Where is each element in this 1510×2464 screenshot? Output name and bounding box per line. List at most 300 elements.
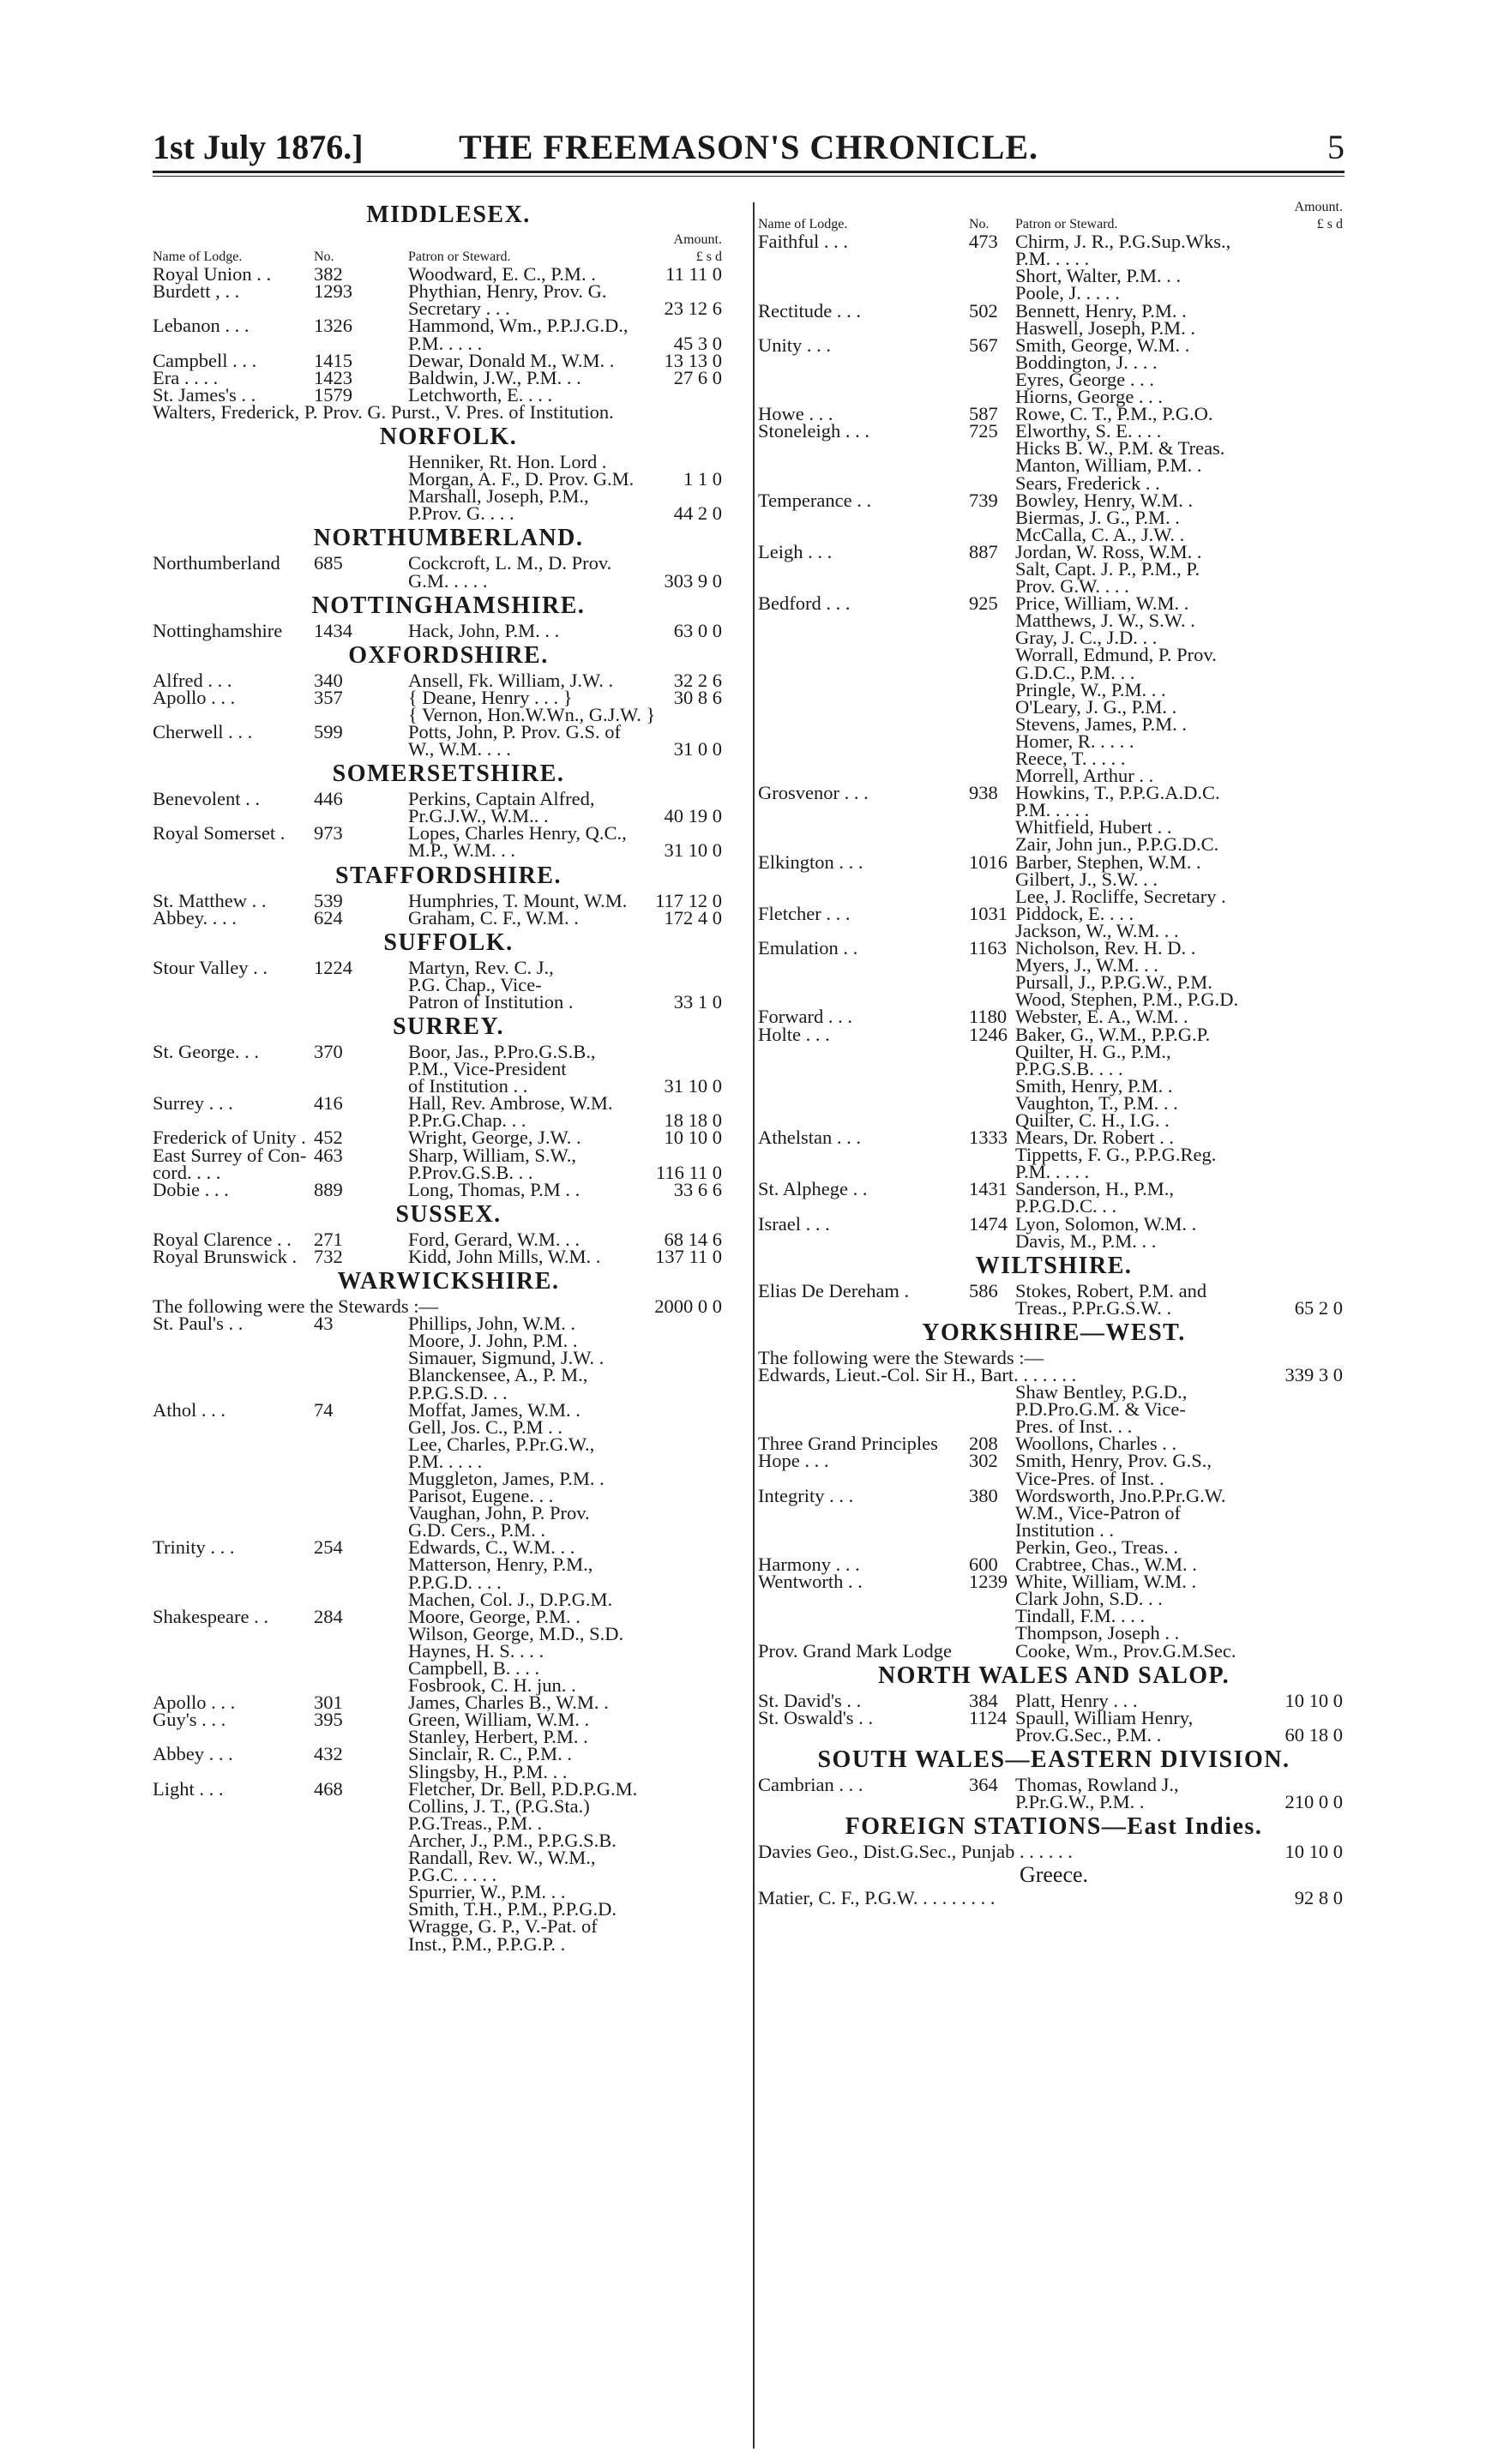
- steward-name: Myers, J., W.M. . .: [1015, 954, 1158, 977]
- steward-name: Perkin, Geo., Treas. .: [1015, 1535, 1178, 1558]
- lodge-name: St. Alphege . .: [758, 1178, 868, 1200]
- section-heading: NORTHUMBERLAND.: [313, 525, 584, 552]
- amount: 32 2 6: [673, 669, 722, 691]
- amount: 137 11 0: [655, 1245, 722, 1267]
- lodge-name: Shakespeare . .: [153, 1605, 268, 1627]
- lodge-number: 889: [314, 1178, 343, 1200]
- lodge-name: St. George. . .: [153, 1041, 259, 1062]
- lodge-number: 382: [314, 263, 343, 285]
- steward-name: Vice-Pres. of Inst. .: [1015, 1467, 1164, 1489]
- lodge-number: 1239: [969, 1571, 1008, 1593]
- entry-row: [758, 1296, 1350, 1319]
- lodge-name: Elias De Dereham .: [758, 1279, 910, 1301]
- left-column: [153, 199, 744, 1953]
- full-width-text: The following were the Stewards :—: [758, 1346, 1044, 1368]
- section-heading: SURREY.: [392, 1013, 505, 1040]
- steward-name: P.M., Vice-President: [408, 1058, 567, 1080]
- section-heading: SUFFOLK.: [383, 929, 514, 956]
- steward-name: Elworthy, S. E. . . .: [1015, 420, 1162, 442]
- steward-name: P.G.C. . . . .: [408, 1864, 497, 1886]
- entry-row: [153, 990, 744, 1013]
- steward-name: Stanley, Herbert, P.M. .: [408, 1726, 588, 1748]
- steward-name: Matterson, Henry, P.M.,: [408, 1554, 593, 1576]
- lodge-name: Cherwell . . .: [153, 720, 253, 742]
- steward-name: Reece, T. . . . .: [1015, 748, 1126, 769]
- lodge-name: Campbell . . .: [153, 349, 257, 371]
- steward-name: Phillips, John, W.M. .: [408, 1313, 576, 1335]
- section-heading: YORKSHIRE—WEST.: [922, 1319, 1186, 1346]
- section-heading: WARWICKSHIRE.: [337, 1268, 560, 1295]
- steward-name: Zair, John jun., P.P.G.D.C.: [1015, 833, 1219, 856]
- amount: 116 11 0: [655, 1161, 722, 1183]
- steward-name: { Vernon, Hon.W.Wn., G.J.W. }: [408, 703, 656, 725]
- lodge-number: 739: [969, 489, 998, 511]
- page-header: [153, 127, 1345, 170]
- steward-name: W.M., Vice-Patron of: [1015, 1501, 1181, 1523]
- entry-row: [153, 906, 744, 929]
- lodge-name: Prov. Grand Mark Lodge: [758, 1639, 952, 1662]
- lodge-number: 1246: [969, 1023, 1008, 1045]
- steward-name: P.Pr.G.W., P.M. .: [1015, 1790, 1145, 1812]
- amount: 31 10 0: [664, 839, 722, 862]
- lodge-name: Light . . .: [153, 1777, 224, 1800]
- steward-name: Vaughton, T., P.M. . .: [1015, 1091, 1178, 1114]
- steward-name: P.M. . . . .: [1015, 248, 1090, 270]
- steward-name: Sears, Frederick . .: [1015, 472, 1160, 494]
- lodge-number: 416: [314, 1092, 343, 1115]
- entry-row: [153, 1932, 744, 1955]
- steward-name: Wragge, G. P., V.-Pat. of: [408, 1915, 598, 1938]
- amount: 60 18 0: [1284, 1723, 1343, 1746]
- entry-row: [758, 1229, 1350, 1252]
- lodge-number: No.: [969, 217, 990, 232]
- steward-name: Whitfield, Hubert . .: [1015, 816, 1172, 838]
- amount: 31 10 0: [664, 1075, 722, 1097]
- steward-name: Worrall, Edmund, P. Prov.: [1015, 644, 1217, 666]
- lodge-number: 432: [314, 1743, 343, 1765]
- lodge-name: St. Paul's . .: [153, 1313, 244, 1335]
- amount: £ s d: [1316, 217, 1343, 232]
- steward-name: Fletcher, Dr. Bell, P.D.P.G.M.: [408, 1777, 638, 1800]
- page-number: 5: [1327, 128, 1345, 166]
- steward-name: Jordan, W. Ross, W.M. .: [1015, 540, 1202, 562]
- amount: Amount.: [673, 232, 722, 247]
- lodge-number: 302: [969, 1450, 998, 1472]
- lodge-number: 732: [314, 1245, 343, 1267]
- steward-name: P.P.G.S.B. . . .: [1015, 1057, 1123, 1079]
- lodge-number: 1326: [314, 315, 352, 337]
- lodge-number: 1474: [969, 1212, 1008, 1235]
- steward-name: Woodward, E. C., P.M. .: [408, 263, 596, 285]
- issue-date: 1st July 1876.]: [153, 128, 364, 166]
- lodge-number: 1163: [969, 937, 1008, 959]
- lodge-name: Abbey . . .: [153, 1743, 233, 1765]
- lodge-number: 452: [314, 1127, 343, 1149]
- lodge-number: 586: [969, 1279, 998, 1301]
- full-width-text: Walters, Frederick, P. Prov. G. Purst., V. Pres. of Institution.: [153, 400, 614, 423]
- lodge-number: 1423: [314, 366, 352, 388]
- steward-name: Slingsby, H., P.M. . .: [408, 1760, 568, 1782]
- lodge-number: 1180: [969, 1006, 1008, 1028]
- steward-name: Fosbrook, C. H. jun. .: [408, 1674, 576, 1697]
- lodge-number: 624: [314, 906, 343, 929]
- entry-row: [153, 400, 744, 423]
- steward-name: Parisot, Eugene. . .: [408, 1485, 554, 1507]
- lodge-number: 685: [314, 552, 343, 574]
- steward-name: Webster, E. A., W.M. .: [1015, 1006, 1188, 1028]
- lodge-name: Wentworth . .: [758, 1571, 863, 1593]
- lodge-name: cord. . . .: [153, 1161, 221, 1183]
- lodge-name: Apollo . . .: [153, 1692, 236, 1714]
- steward-name: Boor, Jas., P.Pro.G.S.B.,: [408, 1041, 596, 1062]
- steward-name: Long, Thomas, P.M . .: [408, 1178, 581, 1200]
- steward-name: Haynes, H. S. . . .: [408, 1639, 544, 1662]
- steward-name: Lopes, Charles Henry, Q.C.,: [408, 822, 627, 844]
- amount: Amount.: [1294, 200, 1343, 214]
- right-column: [758, 199, 1350, 1907]
- column-divider: [753, 202, 755, 2449]
- steward-name: Pres. of Inst. . .: [1015, 1415, 1133, 1438]
- steward-name: White, William, W.M. .: [1015, 1571, 1197, 1593]
- steward-name: Pr.G.J.W., W.M.. .: [408, 805, 549, 827]
- header-rule-thin: [153, 176, 1345, 177]
- lodge-number: 468: [314, 1777, 343, 1800]
- lodge-number: 599: [314, 720, 343, 742]
- steward-name: P.G. Chap., Vice-: [408, 973, 542, 995]
- lodge-number: 284: [314, 1605, 343, 1627]
- lodge-number: 463: [314, 1144, 343, 1166]
- lodge-number: 271: [314, 1228, 343, 1250]
- entry-row: [758, 1723, 1350, 1746]
- steward-name: Prov.G.Sec., P.M. .: [1015, 1723, 1162, 1746]
- steward-name: of Institution . .: [408, 1075, 528, 1097]
- steward-name: Thomas, Rowland J.,: [1015, 1773, 1179, 1795]
- steward-name: G.D. Cers., P.M. .: [408, 1519, 546, 1542]
- lodge-number: 384: [969, 1689, 998, 1711]
- section-heading: NOTTINGHAMSHIRE.: [311, 592, 586, 619]
- lodge-number: 1224: [314, 956, 352, 978]
- amount: 44 2 0: [673, 502, 722, 525]
- lodge-name: Name of Lodge.: [758, 217, 848, 232]
- lodge-name: Athelstan . . .: [758, 1127, 861, 1149]
- lodge-name: Three Grand Principles: [758, 1433, 938, 1455]
- entry-row: [153, 569, 744, 592]
- steward-name: Gray, J. C., J.D. . .: [1015, 627, 1158, 649]
- lodge-name: Royal Brunswick .: [153, 1245, 298, 1267]
- full-width-text: Matier, C. F., P.G.W. . . . . . . . .: [758, 1887, 996, 1909]
- steward-name: Archer, J., P.M., P.P.G.S.B.: [408, 1829, 617, 1851]
- entry-row: [153, 1178, 744, 1200]
- lodge-name: Athol . . .: [153, 1398, 226, 1421]
- steward-name: Graham, C. F., W.M. .: [408, 906, 579, 929]
- steward-name: Eyres, George . . .: [1015, 368, 1155, 390]
- amount: 45 3 0: [673, 332, 722, 354]
- lodge-name: Harmony . . .: [758, 1554, 860, 1576]
- steward-name: Cockcroft, L. M., D. Prov.: [408, 552, 612, 574]
- steward-name: P.P.G.D.C. . .: [1015, 1195, 1117, 1217]
- steward-name: Rowe, C. T., P.M., P.G.O.: [1015, 403, 1213, 425]
- steward-name: G.D.C., P.M. . .: [1015, 661, 1135, 683]
- amount: 31 0 0: [673, 738, 722, 760]
- steward-name: Smith, Henry, Prov. G.S.,: [1015, 1450, 1212, 1472]
- amount: 40 19 0: [664, 805, 722, 827]
- section-heading: OXFORDSHIRE.: [348, 641, 549, 669]
- steward-name: Vaughan, John, P. Prov.: [408, 1502, 590, 1524]
- lodge-name: Apollo . . .: [153, 686, 236, 708]
- lodge-name: Stoneleigh . . .: [758, 420, 869, 442]
- steward-name: Pursall, J., P.P.G.W., P.M.: [1015, 971, 1212, 994]
- steward-name: Morrell, Arthur . .: [1015, 765, 1154, 787]
- lodge-number: 43: [314, 1313, 334, 1335]
- lodge-name: Stour Valley . .: [153, 956, 268, 978]
- steward-name: Platt, Henry . . .: [1015, 1689, 1138, 1711]
- steward-name: Henniker, Rt. Hon. Lord .: [408, 451, 607, 473]
- steward-name: Matthews, J. W., S.W. .: [1015, 610, 1195, 632]
- section-heading: SOMERSETSHIRE.: [332, 760, 565, 788]
- steward-name: Green, William, W.M. .: [408, 1709, 590, 1731]
- steward-name: Campbell, B. . . .: [408, 1657, 540, 1679]
- steward-name: Hack, John, P.M. . .: [408, 619, 560, 641]
- section-heading: Greece.: [1019, 1862, 1089, 1888]
- steward-name: Patron of Institution .: [408, 990, 574, 1013]
- steward-name: Howkins, T., P.P.G.A.D.C.: [1015, 782, 1220, 804]
- lodge-name: St. Oswald's . .: [758, 1706, 874, 1728]
- amount: 10 10 0: [1284, 1841, 1343, 1863]
- steward-name: Bowley, Henry, W.M. .: [1015, 489, 1194, 511]
- amount: £ s d: [695, 249, 722, 265]
- full-width-text: Edwards, Lieut.-Col. Sir H., Bart. . . . . . .: [758, 1364, 1077, 1385]
- lodge-name: Howe . . .: [758, 403, 833, 425]
- lodge-name: Israel . . .: [758, 1212, 830, 1235]
- lodge-name: Forward . . .: [758, 1006, 852, 1028]
- lodge-number: 567: [969, 334, 998, 356]
- steward-name: Letchworth, E. . . .: [408, 383, 553, 406]
- lodge-number: 208: [969, 1433, 998, 1455]
- lodge-name: Burdett , . .: [153, 280, 240, 303]
- steward-name: Clark John, S.D. . .: [1015, 1588, 1163, 1610]
- steward-name: Wordsworth, Jno.P.Pr.G.W.: [1015, 1484, 1226, 1506]
- steward-name: P.M. . . . .: [1015, 1161, 1090, 1183]
- steward-name: P.G.Treas., P.M. .: [408, 1812, 543, 1834]
- amount: 1 1 0: [683, 468, 722, 490]
- steward-name: { Deane, Henry . . . }: [408, 686, 573, 708]
- lodge-name: Hope . . .: [758, 1450, 829, 1472]
- lodge-number: 340: [314, 669, 343, 691]
- lodge-number: 1031: [969, 902, 1008, 924]
- steward-name: M.P., W.M. . .: [408, 839, 516, 862]
- full-width-text: The following were the Stewards :—: [153, 1295, 439, 1318]
- section-heading: NORTH WALES AND SALOP.: [877, 1662, 1230, 1689]
- lodge-name: Elkington . . .: [758, 850, 863, 873]
- steward-name: W., W.M. . . .: [408, 738, 511, 760]
- steward-name: P.Prov.G.S.B. . .: [408, 1161, 533, 1183]
- lodge-number: 539: [314, 889, 343, 911]
- lodge-name: Unity . . .: [758, 334, 832, 356]
- lodge-number: 1434: [314, 619, 352, 641]
- steward-name: Poole, J. . . . .: [1015, 282, 1120, 304]
- steward-name: P.P.G.D. . . .: [408, 1571, 502, 1593]
- entry-row: [758, 1639, 1350, 1662]
- entry-row: [758, 1841, 1350, 1863]
- steward-name: Morgan, A. F., D. Prov. G.M.: [408, 468, 635, 490]
- section-heading: SUSSEX.: [395, 1200, 502, 1228]
- amount: 10 10 0: [664, 1127, 722, 1149]
- steward-name: Muggleton, James, P.M. .: [408, 1467, 605, 1489]
- lodge-number: 600: [969, 1554, 998, 1576]
- steward-name: Manton, William, P.M. .: [1015, 454, 1202, 477]
- lodge-number: 1431: [969, 1178, 1008, 1200]
- lodge-name: Alfred . . .: [153, 669, 232, 691]
- amount: 33 6 6: [673, 1178, 722, 1200]
- steward-name: Hiorns, George . . .: [1015, 386, 1164, 408]
- steward-name: Simauer, Sigmund, J.W. .: [408, 1347, 605, 1369]
- steward-name: Perkins, Captain Alfred,: [408, 788, 595, 810]
- lodge-name: Royal Clarence . .: [153, 1228, 292, 1250]
- lodge-name: Fletcher . . .: [758, 902, 851, 924]
- steward-name: Stevens, James, P.M. .: [1015, 712, 1188, 735]
- amount: 172 4 0: [664, 906, 722, 929]
- steward-name: Hall, Rev. Ambrose, W.M.: [408, 1092, 613, 1115]
- steward-name: Secretary . . .: [408, 297, 510, 320]
- steward-name: Potts, John, P. Prov. G.S. of: [408, 720, 621, 742]
- steward-name: Dewar, Donald M., W.M. .: [408, 349, 615, 371]
- amount: 33 1 0: [673, 990, 722, 1013]
- section-heading: STAFFORDSHIRE.: [335, 862, 562, 889]
- lodge-name: Leigh . . .: [758, 540, 833, 562]
- steward-name: Ford, Gerard, W.M. . .: [408, 1228, 580, 1250]
- steward-name: Spaull, William Henry,: [1015, 1706, 1194, 1728]
- section-heading: WILTSHIRE.: [975, 1252, 1133, 1279]
- lodge-name: Era . . . .: [153, 366, 219, 388]
- lodge-number: 938: [969, 782, 998, 804]
- lodge-name: Faithful . . .: [758, 231, 848, 253]
- steward-name: P.M. . . . .: [1015, 799, 1090, 821]
- lodge-number: 973: [314, 822, 343, 844]
- steward-name: Patron or Steward.: [408, 249, 511, 265]
- steward-name: P.Prov. G. . . .: [408, 502, 514, 525]
- steward-name: P.M. . . . .: [408, 332, 483, 354]
- lodge-name: St. James's . .: [153, 383, 256, 406]
- steward-name: Moffat, James, W.M. .: [408, 1398, 581, 1421]
- lodge-number: 1124: [969, 1706, 1008, 1728]
- steward-name: Cooke, Wm., Prov.G.M.Sec.: [1015, 1639, 1236, 1662]
- steward-name: Wilson, George, M.D., S.D.: [408, 1622, 624, 1644]
- steward-name: Pringle, W., P.M. . .: [1015, 678, 1166, 700]
- lodge-number: 1415: [314, 349, 352, 371]
- steward-name: Price, William, W.M. .: [1015, 592, 1189, 615]
- steward-name: Davis, M., P.M. . .: [1015, 1229, 1157, 1252]
- steward-name: Gilbert, J., S.W. . .: [1015, 868, 1158, 890]
- lodge-number: 380: [969, 1484, 998, 1506]
- lodge-name: Abbey. . . .: [153, 906, 237, 929]
- lodge-number: 1579: [314, 383, 352, 406]
- amount: 11 11 0: [665, 263, 722, 285]
- masthead-title: THE FREEMASON'S CHRONICLE.: [458, 128, 1039, 166]
- steward-name: Edwards, C., W.M. . .: [408, 1536, 575, 1559]
- lodge-name: St. David's . .: [758, 1689, 862, 1711]
- column-header-row: [758, 199, 1350, 216]
- steward-name: Kidd, John Mills, W.M. .: [408, 1245, 601, 1267]
- amount: 65 2 0: [1294, 1296, 1343, 1319]
- lodge-number: 301: [314, 1692, 343, 1714]
- lodge-name: Grosvenor . . .: [758, 782, 869, 804]
- steward-name: Boddington, J. . . .: [1015, 351, 1158, 373]
- steward-name: Tindall, F.M. . . .: [1015, 1605, 1146, 1627]
- steward-name: Inst., P.M., P.P.G.P. .: [408, 1932, 566, 1955]
- lodge-name: Royal Union . .: [153, 263, 272, 285]
- lodge-number: 446: [314, 788, 343, 810]
- lodge-number: 925: [969, 592, 998, 615]
- steward-name: Thompson, Joseph . .: [1015, 1622, 1180, 1644]
- steward-name: Hammond, Wm., P.P.J.G.D.,: [408, 315, 629, 337]
- steward-name: Stokes, Robert, P.M. and: [1015, 1279, 1207, 1301]
- steward-name: Marshall, Joseph, P.M.,: [408, 485, 589, 508]
- lodge-number: 254: [314, 1536, 343, 1559]
- steward-name: Smith, Henry, P.M. .: [1015, 1074, 1173, 1097]
- column-header-row: [153, 231, 744, 249]
- steward-name: Homer, R. . . . .: [1015, 730, 1134, 752]
- lodge-name: Cambrian . . .: [758, 1773, 863, 1795]
- steward-name: Randall, Rev. W., W.M.,: [408, 1847, 596, 1869]
- steward-name: P.M. . . . .: [408, 1450, 483, 1472]
- steward-name: Blanckensee, A., P. M.,: [408, 1364, 588, 1386]
- steward-name: Baldwin, J.W., P.M. . .: [408, 366, 581, 388]
- lodge-number: 473: [969, 231, 998, 253]
- lodge-name: Integrity . . .: [758, 1484, 854, 1506]
- amount: 13 13 0: [664, 349, 722, 371]
- lodge-name: Frederick of Unity .: [153, 1127, 306, 1149]
- lodge-name: Name of Lodge.: [153, 249, 243, 265]
- steward-name: Baker, G., W.M., P.P.G.P.: [1015, 1023, 1211, 1045]
- steward-name: Woollons, Charles . .: [1015, 1433, 1177, 1455]
- header-rule: [153, 171, 1345, 173]
- lodge-number: No.: [314, 249, 334, 265]
- steward-name: Barber, Stephen, W.M. .: [1015, 850, 1201, 873]
- steward-name: Quilter, H. G., P.M.,: [1015, 1040, 1171, 1062]
- steward-name: Quilter, C. H., I.G. .: [1015, 1109, 1170, 1131]
- lodge-name: Lebanon . . .: [153, 315, 250, 337]
- steward-name: Short, Walter, P.M. . .: [1015, 265, 1182, 287]
- lodge-number: 1016: [969, 850, 1008, 873]
- section-heading: MIDDLESEX.: [366, 201, 531, 228]
- steward-name: Humphries, T. Mount, W.M.: [408, 889, 628, 911]
- steward-name: Lyon, Solomon, W.M. .: [1015, 1212, 1197, 1235]
- amount: 27 6 0: [673, 366, 722, 388]
- steward-name: Lee, J. Rocliffe, Secretary .: [1015, 885, 1226, 907]
- steward-name: P.D.Pro.G.M. & Vice-: [1015, 1398, 1186, 1421]
- steward-name: Moore, George, P.M. .: [408, 1605, 581, 1627]
- steward-name: Sanderson, H., P.M.,: [1015, 1178, 1175, 1200]
- steward-name: P.P.G.S.D. . .: [408, 1381, 508, 1403]
- amount: 10 10 0: [1284, 1689, 1343, 1711]
- lodge-number: 725: [969, 420, 998, 442]
- steward-name: Gell, Jos. C., P.M . .: [408, 1415, 563, 1438]
- steward-name: Chirm, J. R., P.G.Sup.Wks.,: [1015, 231, 1231, 253]
- steward-name: Prov. G.W. . . .: [1015, 575, 1129, 598]
- steward-name: Patron or Steward.: [1015, 217, 1118, 232]
- steward-name: Smith, George, W.M. .: [1015, 334, 1190, 356]
- steward-name: Machen, Col. J., D.P.G.M.: [408, 1588, 613, 1610]
- amount: 63 0 0: [673, 619, 722, 641]
- steward-name: James, Charles B., W.M. .: [408, 1692, 609, 1714]
- lodge-name: Dobie . . .: [153, 1178, 229, 1200]
- lodge-name: East Surrey of Con-: [153, 1144, 307, 1166]
- entry-row: [153, 1245, 744, 1267]
- lodge-number: 370: [314, 1041, 343, 1062]
- amount: 18 18 0: [664, 1109, 722, 1132]
- amount: 2000 0 0: [654, 1295, 722, 1318]
- steward-name: Martyn, Rev. C. J.,: [408, 956, 554, 978]
